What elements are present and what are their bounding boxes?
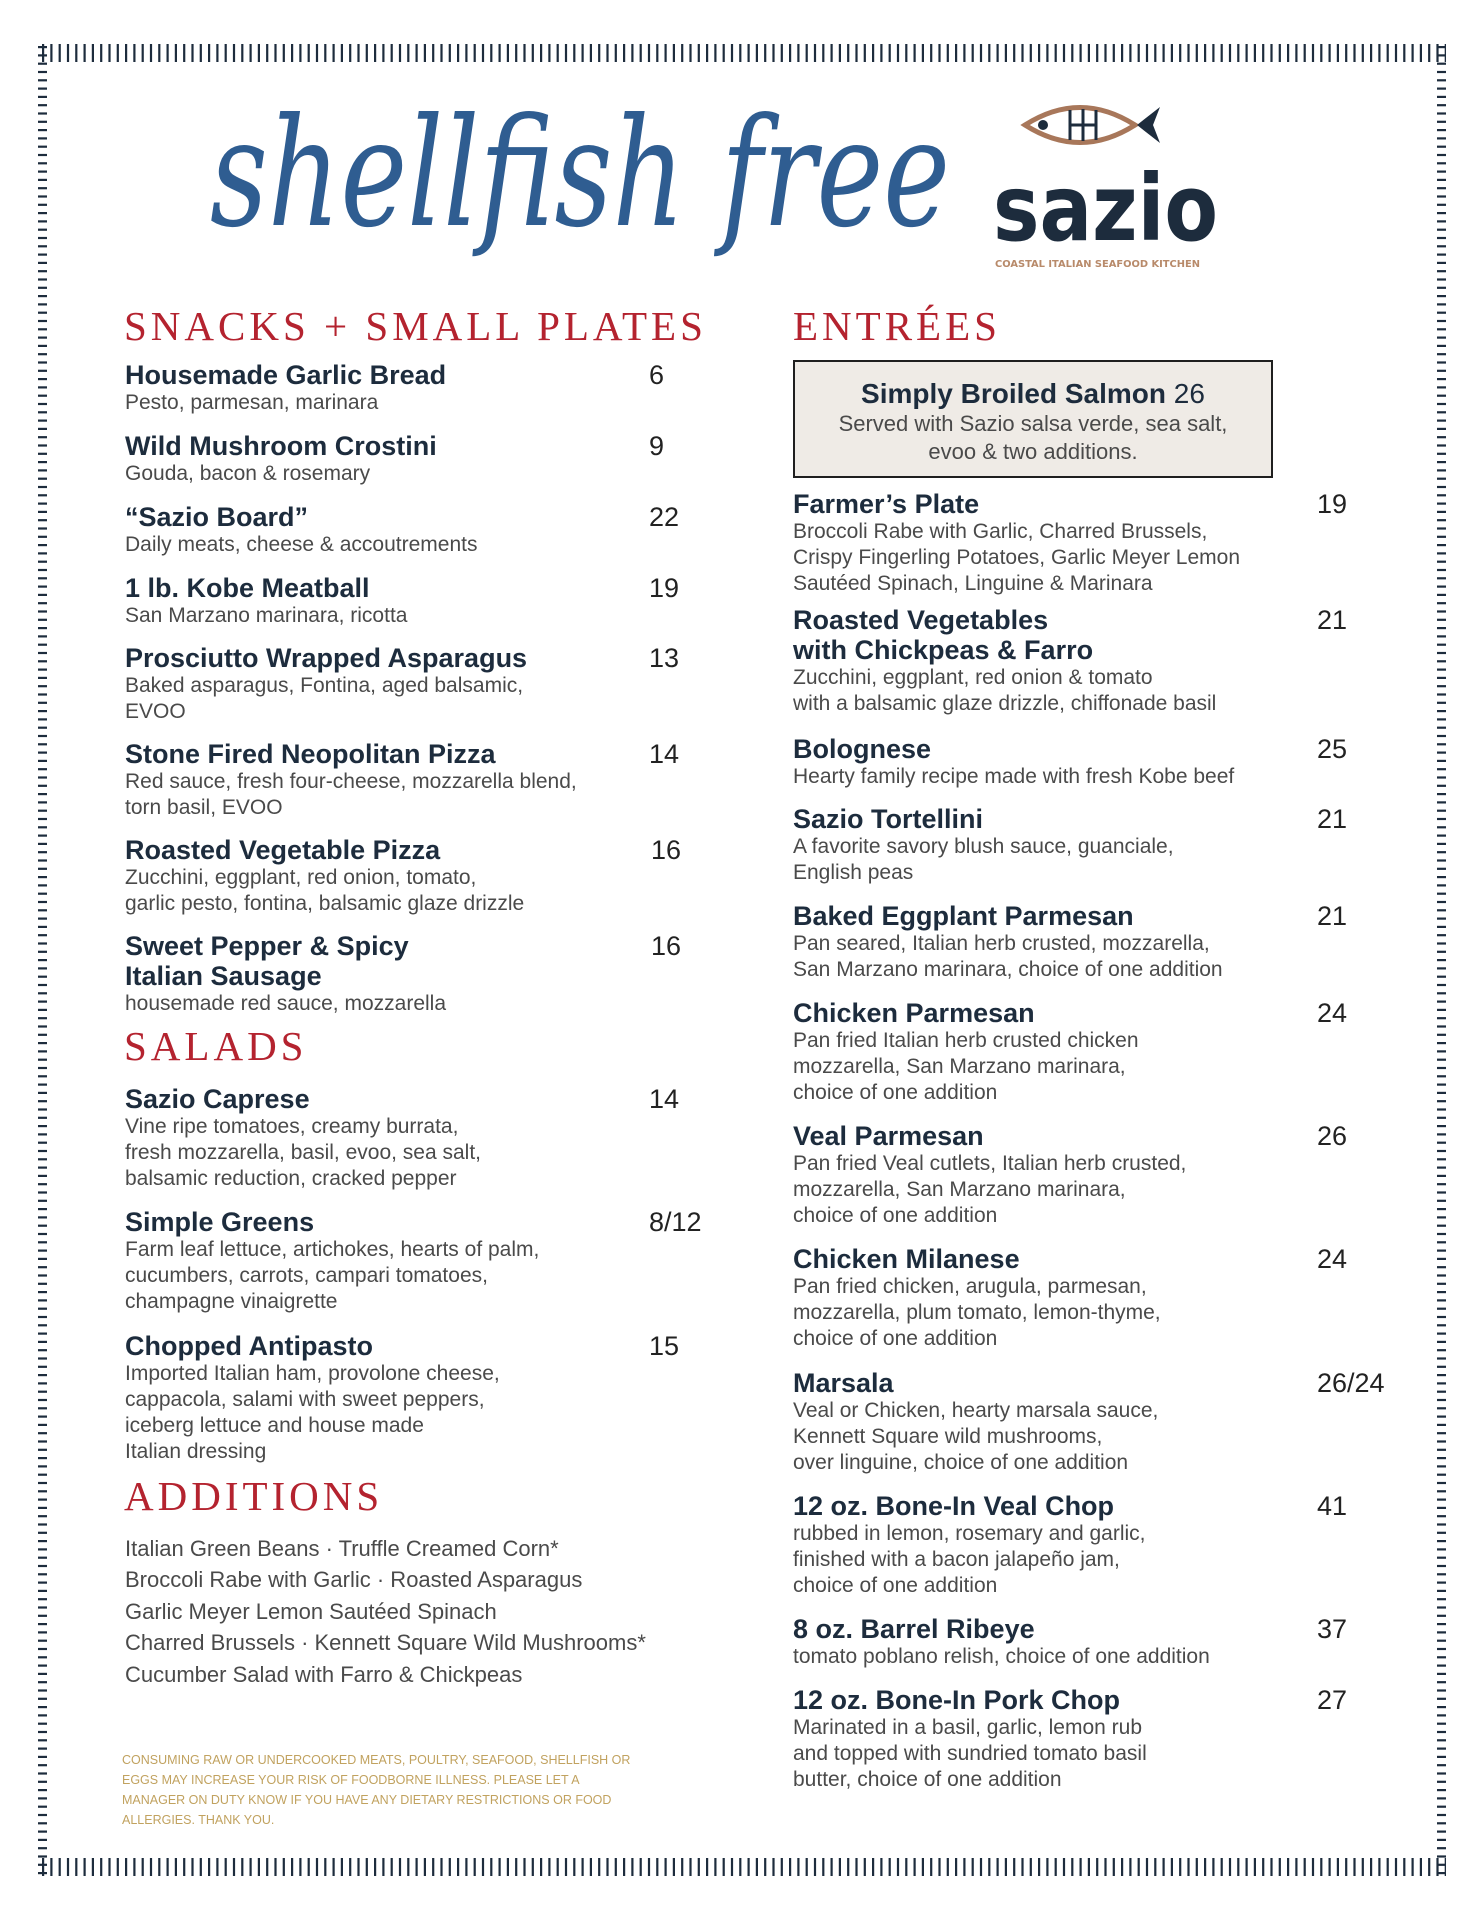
logo-wordmark: sazio [993,155,1218,262]
item-name: 12 oz. Bone-In Pork Chop [793,1685,1121,1715]
item-price: 6 [649,360,665,390]
menu-item [125,739,577,821]
fish-icon [1025,107,1160,143]
menu-item [793,734,1234,790]
item-desc: fresh mozzarella, basil, evoo, sea salt, [125,1141,481,1164]
item-price: 41 [1317,1491,1348,1521]
menu-item [125,573,407,629]
featured-price: 26 [1173,378,1205,409]
item-price: 19 [1317,489,1348,519]
item-desc: Pan fried Italian herb crusted chicken [793,1029,1139,1052]
menu-item [793,1614,1210,1670]
item-desc: housemade red sauce, mozzarella [125,992,447,1015]
item-price: 26/24 [1317,1368,1385,1398]
item-desc: Zucchini, eggplant, red onion & tomato [793,666,1153,689]
item-desc: cucumbers, carrots, campari tomatoes, [125,1264,488,1287]
item-desc: Italian dressing [125,1440,267,1463]
item-price: 16 [651,931,682,961]
item-desc: Kennett Square wild mushrooms, [793,1425,1103,1448]
item-desc: mozzarella, plum tomato, lemon-thyme, [793,1301,1161,1324]
menu-title [210,60,970,290]
menu-item [125,1207,539,1315]
menu-item [125,360,446,416]
item-desc: EVOO [125,700,186,723]
item-desc: mozzarella, San Marzano marinara, [793,1178,1126,1201]
item-desc: Pan fried Veal cutlets, Italian herb crusted, [793,1152,1187,1175]
item-name: Marsala [793,1368,894,1398]
menu-item [125,1084,481,1192]
menu-item [793,901,1223,983]
item-desc: Sautéed Spinach, Linguine & Marinara [793,572,1153,595]
menu-item [793,1121,1186,1229]
heading-additions: ADDITIONS [124,1473,384,1519]
menu-item [793,489,1240,597]
item-desc: Hearty family recipe made with fresh Kobe beef [793,765,1235,788]
item-price: 26 [1317,1121,1348,1151]
bottom-border [38,1856,1446,1878]
menu-item [125,502,478,558]
item-name: Simple Greens [125,1207,315,1237]
addition-line: Charred Brussels · Kennett Square Wild Mushrooms* [125,1630,646,1655]
item-price: 21 [1317,605,1348,635]
addition-line: Cucumber Salad with Farro & Chickpeas [125,1662,523,1687]
item-name: Chopped Antipasto [125,1331,373,1361]
item-name: Sazio Tortellini [793,804,984,834]
featured-title [795,378,1271,410]
item-name: Chicken Milanese [793,1244,1020,1274]
item-price: 37 [1317,1614,1348,1644]
item-desc: choice of one addition [793,1081,998,1104]
item-price: 8/12 [649,1207,702,1237]
item-desc: Red sauce, fresh four-cheese, mozzarella blend, [125,770,577,793]
item-desc: over linguine, choice of one addition [793,1451,1129,1474]
menu-item [793,998,1139,1106]
item-desc: rubbed in lemon, rosemary and garlic, [793,1522,1146,1545]
item-desc: choice of one addition [793,1327,998,1350]
item-desc: Vine ripe tomatoes, creamy burrata, [125,1115,459,1138]
right-border [1437,42,1446,1878]
item-desc: Baked asparagus, Fontina, aged balsamic, [125,674,524,697]
heading-entrees: ENTRÉES [793,303,1001,349]
item-desc: tomato poblano relish, choice of one addition [793,1645,1210,1668]
item-desc: butter, choice of one addition [793,1768,1062,1791]
item-name: Sweet Pepper & Spicy [125,931,409,961]
item-name: Farmer’s Plate [793,489,980,519]
menu-item [793,1244,1161,1352]
item-desc: Pan seared, Italian herb crusted, mozzarella, [793,932,1210,955]
item-desc: Farm leaf lettuce, artichokes, hearts of palm, [125,1238,540,1261]
menu-item [793,804,1174,886]
item-name: Bolognese [793,734,932,764]
item-desc: Imported Italian ham, provolone cheese, [125,1362,500,1385]
item-name: Baked Eggplant Parmesan [793,901,1134,931]
menu-title-text: shellfish free [210,87,950,261]
item-desc: finished with a bacon jalapeño jam, [793,1548,1120,1571]
heading-snacks: SNACKS + SMALL PLATES [124,303,707,349]
item-price: 22 [649,502,680,532]
item-name: Stone Fired Neopolitan Pizza [125,739,496,769]
featured-desc: evoo & two additions. [928,439,1138,464]
item-desc: Pesto, parmesan, marinara [125,391,379,414]
item-desc: Pan fried chicken, arugula, parmesan, [793,1275,1147,1298]
item-price: 25 [1317,734,1348,764]
item-name: Sazio Caprese [125,1084,310,1114]
item-price: 19 [649,573,680,603]
featured-desc: Served with Sazio salsa verde, sea salt, [838,411,1228,436]
menu-item [125,835,524,917]
item-desc: Broccoli Rabe with Garlic, Charred Brussels, [793,520,1208,543]
item-name: 1 lb. Kobe Meatball [125,573,370,603]
item-price: 13 [649,643,680,673]
heading-salads: SALADS [124,1023,308,1069]
featured-entree [793,360,1273,478]
left-border [38,42,47,1878]
sazio-logo [985,95,1245,275]
item-name: Prosciutto Wrapped Asparagus [125,643,528,673]
item-price: 15 [649,1331,680,1361]
item-name: Veal Parmesan [793,1121,984,1151]
addition-line: Garlic Meyer Lemon Sautéed Spinach [125,1599,497,1624]
item-desc: garlic pesto, fontina, balsamic glaze drizzle [125,892,525,915]
menu-item [125,931,446,1017]
item-name: Chicken Parmesan [793,998,1035,1028]
menu-item [125,431,437,487]
item-name: Housemade Garlic Bread [125,360,447,390]
item-name: “Sazio Board” [125,502,309,532]
item-desc: with a balsamic glaze drizzle, chiffonade basil [793,692,1217,715]
item-desc: choice of one addition [793,1574,998,1597]
item-desc: San Marzano marinara, ricotta [125,604,408,627]
item-desc: Zucchini, eggplant, red onion, tomato, [125,866,477,889]
item-name: Roasted Vegetables [793,605,1049,635]
menu-item [125,643,527,725]
item-desc: iceberg lettuce and house made [125,1414,424,1437]
item-desc: A favorite savory blush sauce, guanciale, [793,835,1174,858]
item-name: 12 oz. Bone-In Veal Chop [793,1491,1115,1521]
item-price: 24 [1317,1244,1348,1274]
item-price: 21 [1317,804,1348,834]
featured-name: Simply Broiled Salmon [861,378,1166,409]
item-desc: mozzarella, San Marzano marinara, [793,1055,1126,1078]
item-desc: Marinated in a basil, garlic, lemon rub [793,1716,1143,1739]
item-price: 27 [1317,1685,1348,1715]
item-price: 24 [1317,998,1348,1028]
item-desc: and topped with sundried tomato basil [793,1742,1147,1765]
item-name: Wild Mushroom Crostini [125,431,437,461]
item-desc: balsamic reduction, cracked pepper [125,1167,457,1190]
menu-item [125,1331,500,1465]
item-desc: Gouda, bacon & rosemary [125,462,371,485]
item-price: 9 [649,431,665,461]
menu-item [793,1491,1146,1599]
menu-item [793,1685,1147,1793]
item-desc: torn basil, EVOO [125,796,283,819]
addition-line: Italian Green Beans · Truffle Creamed Corn* [125,1536,559,1561]
item-price: 21 [1317,901,1348,931]
item-price: 14 [649,739,680,769]
item-desc: Crispy Fingerling Potatoes, Garlic Meyer Lemon [793,546,1241,569]
item-desc: English peas [793,861,914,884]
item-price: 16 [651,835,682,865]
item-desc: champagne vinaigrette [125,1290,338,1313]
item-name-line2: with Chickpeas & Farro [793,635,1094,665]
disclaimer: CONSUMING RAW OR UNDERCOOKED MEATS, POULTRY, SEAFOOD, SHELLFISH OR EGGS MAY INCREASE YOUR RISK OF FOODBORNE ILLNESS. PLEASE LET A MANAGER ON DUTY KNOW IF YOU HAVE ANY DIETARY RESTRICTIONS OR FOOD ALLERGIES. THANK YOU. [122,1753,631,1827]
item-name-line2: Italian Sausage [125,961,322,991]
menu-item [793,605,1216,717]
item-desc: cappacola, salami with sweet peppers, [125,1388,485,1411]
item-desc: Daily meats, cheese & accoutrements [125,533,478,556]
item-name: 8 oz. Barrel Ribeye [793,1614,1035,1644]
item-desc: San Marzano marinara, choice of one addition [793,958,1223,981]
addition-line: Broccoli Rabe with Garlic · Roasted Asparagus [125,1567,583,1592]
logo-tagline: COASTAL ITALIAN SEAFOOD KITCHEN [995,259,1200,270]
item-price: 14 [649,1084,680,1114]
item-desc: choice of one addition [793,1204,998,1227]
item-name: Roasted Vegetable Pizza [125,835,441,865]
menu-item [793,1368,1158,1476]
item-desc: Veal or Chicken, hearty marsala sauce, [793,1399,1159,1422]
